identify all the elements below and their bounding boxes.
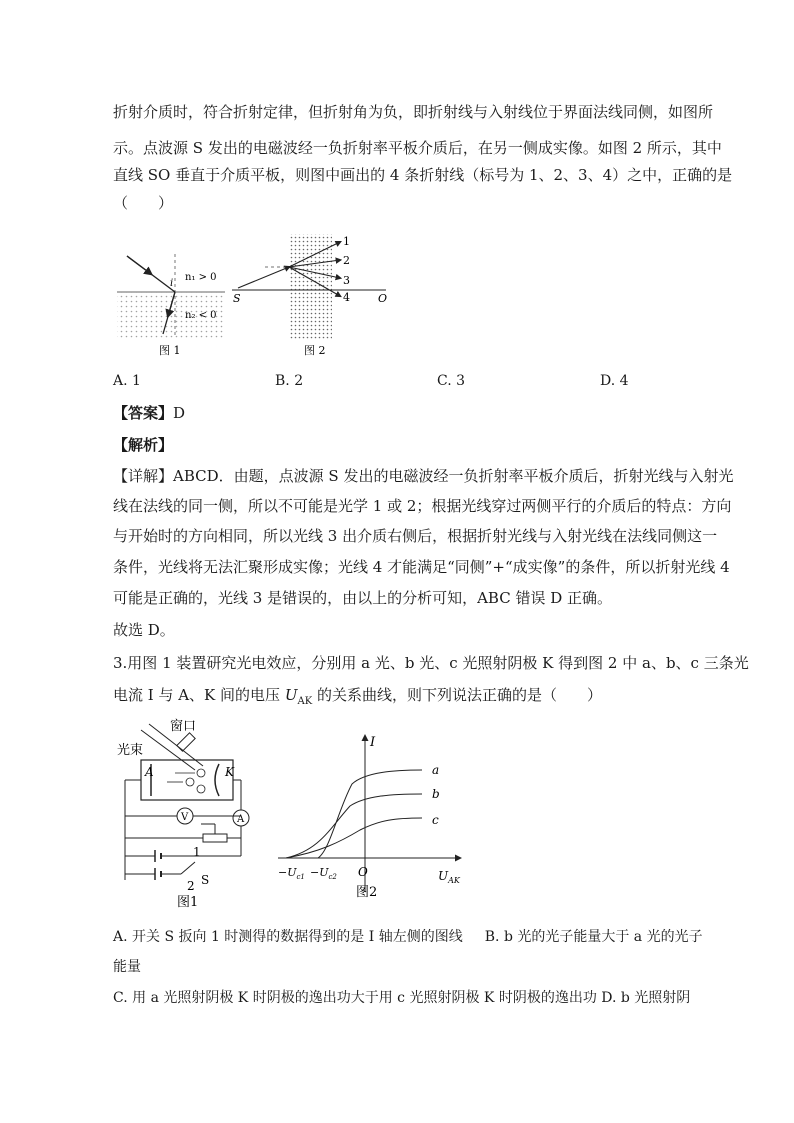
curve-caption: 图2 — [356, 885, 378, 900]
q3-line-2-post: 的关系曲线，则下列说法正确的是（ ） — [312, 686, 602, 704]
curve-a — [318, 770, 422, 858]
detail-line-1: 【详解】ABCD．由题，点波源 S 发出的电磁波经一负折射率平板介质后，折射光线与入射光 — [113, 467, 734, 485]
circuit-cathode-label: K — [225, 765, 234, 779]
fig2-o-label: O — [378, 292, 388, 305]
answer-tag: 【答案】 — [113, 404, 174, 422]
curve-a-label: a — [432, 763, 440, 777]
fig2-caption: 图 2 — [304, 344, 326, 357]
conclusion-line: 故选 D。 — [113, 621, 175, 639]
curve-uc1-label: $-U_{c1}$ — [278, 866, 305, 881]
detail-line-5: 可能是正确的，光线 3 是错误的，由以上的分析可知，ABC 错误 D 正确。 — [113, 589, 613, 607]
fig2-ray-2: 2 — [343, 254, 350, 267]
q3-option-b-cont: 能量 — [113, 959, 141, 975]
circuit-beam-label: 光束 — [117, 743, 144, 758]
analysis-tag: 【解析】 — [113, 436, 174, 454]
circuit-anode-label: A — [145, 765, 154, 779]
circuit-ammeter-label: A — [237, 814, 245, 825]
q3-option-a[interactable]: A. 开关 S 扳向 1 时测得的数据得到的是 I 轴左侧的图线 — [113, 929, 463, 945]
q3-option-c-d[interactable]: C. 用 a 光照射阴极 K 时阴极的逸出功大于用 c 光照射阴极 K 时阴极的逸出功 D. b 光照射阴 — [113, 990, 691, 1006]
q2-option-b[interactable]: B. 2 — [275, 373, 304, 389]
curve-uc2-label: $-U_{c2}$ — [310, 866, 337, 881]
fig1-n1-label: n₁ > 0 — [185, 272, 217, 283]
circuit-switch-1-label: 1 — [193, 845, 201, 859]
fig1-n2-label: n₂ < 0 — [185, 310, 217, 321]
q3-option-a-b — [113, 925, 703, 949]
q3-figure-2 — [270, 732, 470, 904]
circuit-caption: 图1 — [177, 895, 199, 910]
curve-c — [286, 818, 422, 858]
q3-line-2-pre: 电流 I 与 A、K 间的电压 — [113, 686, 285, 704]
curve-b — [286, 794, 422, 858]
q2-line-3: 直线 SO 垂直于介质平板，则图中画出的 4 条折射线（标号为 1、2、3、4）之中，正确的是 — [113, 166, 733, 184]
q3-uak-var: U — [284, 686, 298, 704]
q2-option-a[interactable]: A. 1 — [113, 373, 141, 389]
answer-value: D — [173, 404, 186, 422]
q2-line-1: 折射介质时，符合折射定律，但折射角为负，即折射线与入射线位于界面法线同侧，如图所 — [113, 103, 714, 121]
q3-uak-sub: AK — [297, 696, 313, 707]
q2-line-4: （ ） — [113, 194, 174, 212]
circuit-voltmeter-label: V — [181, 812, 189, 823]
curve-origin-label: O — [358, 865, 368, 879]
fig1-caption: 图 1 — [159, 344, 181, 357]
q3-figure-1 — [115, 712, 255, 910]
curve-axis-i-label: I — [370, 735, 376, 750]
detail-line-3: 与开始时的方向相同，所以光线 3 出介质右侧后，根据折射光线与入射光线在法线同侧这一 — [113, 527, 718, 545]
q2-figure-1 — [115, 250, 227, 358]
fig2-ray-4: 4 — [343, 291, 350, 304]
fig2-ray-3: 3 — [343, 274, 350, 287]
answer-line — [113, 401, 693, 425]
detail-line-2: 线在法线的同一侧，所以不可能是光学 1 或 2；根据光线穿过两侧平行的介质后的特点：方向 — [113, 497, 732, 515]
curve-b-label: b — [432, 787, 440, 801]
q3-line-1: 3.用图 1 装置研究光电效应，分别用 a 光、b 光、c 光照射阴极 K 得到图 2 中 a、b、c 三条光 — [113, 654, 749, 672]
curve-c-label: c — [432, 813, 439, 827]
fig2-s-label: S — [233, 292, 241, 305]
fig1-i-label: i — [170, 278, 174, 289]
q2-option-d[interactable]: D. 4 — [600, 373, 629, 389]
q3-line-2 — [113, 683, 693, 714]
q2-line-2: 示。点波源 S 发出的电磁波经一负折射率平板介质后，在另一侧成实像。如图 2 所示，其中 — [113, 139, 722, 157]
detail-line-4: 条件，光线将无法汇聚形成实像；光线 4 才能满足“同侧”+“成实像”的条件，所以折射光线 4 — [113, 558, 730, 576]
q2-option-c[interactable]: C. 3 — [437, 373, 466, 389]
fig2-ray-1: 1 — [343, 235, 350, 248]
curve-axis-u-label: $U_{AK}$ — [438, 869, 460, 885]
circuit-window-label: 窗口 — [170, 719, 197, 734]
circuit-switch-2-label: 2 — [187, 879, 195, 893]
q3-option-b[interactable]: B. b 光的光子能量大于 a 光的光子 — [484, 929, 703, 945]
q2-figure-2 — [230, 232, 400, 358]
circuit-switch-s-label: S — [201, 873, 210, 887]
